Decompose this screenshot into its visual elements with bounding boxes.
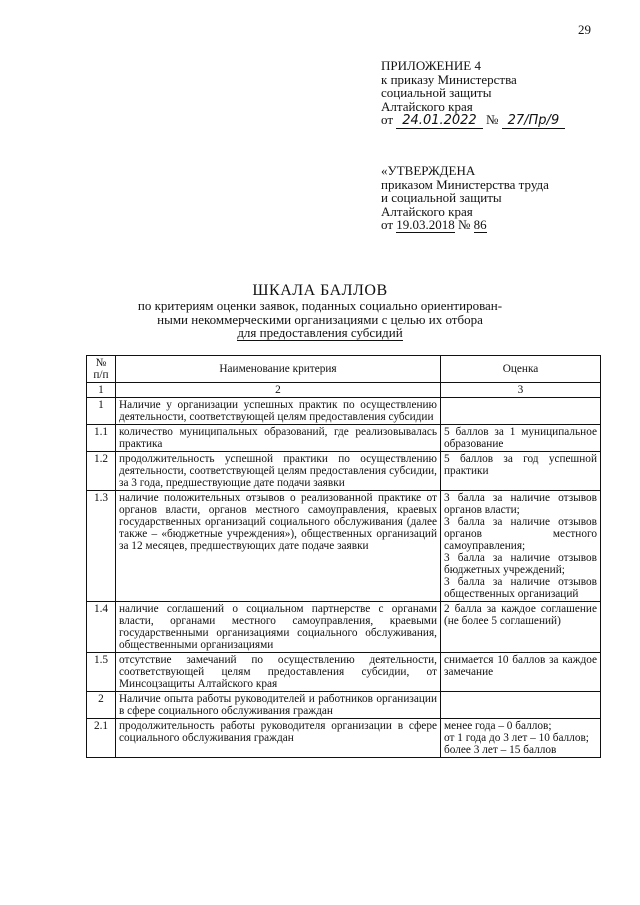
row-score: 3 балла за наличие отзывов органов власти; 3 балла за наличие отзывов органов местного самоуправления; 3 балла за наличие отзывов бюджетных учреждений; 3 балла за наличие отзывов общественных организаций bbox=[441, 491, 601, 602]
handwritten-number: 27/Пр/9 bbox=[502, 113, 566, 129]
table-row bbox=[87, 692, 601, 719]
row-num: 1 bbox=[87, 398, 116, 425]
table-row bbox=[87, 719, 601, 758]
table-row bbox=[87, 425, 601, 452]
number-prefix: № bbox=[485, 112, 499, 127]
approved-line: приказом Министерства труда bbox=[381, 176, 549, 192]
table-header-row bbox=[87, 356, 601, 383]
row-score: 5 баллов за год успешной практики bbox=[441, 452, 601, 491]
criteria-table bbox=[86, 355, 601, 758]
row-criterion: наличие соглашений о социальном партнерстве с органами власти, органами местного самоуправления, краевыми государственными организациями социального обслуживания, общественными организациями bbox=[116, 602, 441, 653]
row-criterion: Наличие у организации успешных практик по осуществлению деятельности, соответствующей целям предоставления субсидии bbox=[116, 398, 441, 425]
row-criterion: наличие положительных отзывов о реализованной практике от органов власти, органов местного самоуправления, краевых государственных организаций социального обслуживания (далее также – «бюджетные учреждения»), общественных организаций за 12 месяцев, предшествующих дате подаче заявки bbox=[116, 491, 441, 602]
table-index-row bbox=[87, 383, 601, 398]
table-row bbox=[87, 398, 601, 425]
document-subtitle: для предоставления субсидий bbox=[237, 325, 403, 340]
appendix-block bbox=[381, 59, 565, 128]
appendix-line: социальной защиты bbox=[381, 85, 492, 100]
number-prefix: № bbox=[458, 217, 471, 232]
row-criterion: отсутствие замечаний по осуществлению деятельности, соответствующей целям предоставления субсидии, от Минсоцзащиты Алтайского края bbox=[116, 653, 441, 692]
approved-number: 86 bbox=[473, 217, 487, 232]
row-num: 2.1 bbox=[87, 719, 116, 758]
approved-line: Алтайского края bbox=[381, 203, 473, 219]
index-cell: 1 bbox=[87, 383, 116, 398]
row-score bbox=[441, 692, 601, 719]
document-heading bbox=[80, 282, 560, 340]
date-prefix: от bbox=[381, 112, 394, 127]
table-row bbox=[87, 452, 601, 491]
row-num: 1.2 bbox=[87, 452, 116, 491]
table-row bbox=[87, 653, 601, 692]
document-title: ШКАЛА БАЛЛОВ bbox=[252, 282, 388, 299]
row-num: 1.5 bbox=[87, 653, 116, 692]
appendix-line: к приказу Министерства bbox=[381, 71, 517, 87]
row-criterion: Наличие опыта работы руководителей и работников организации в сфере социального обслуживания граждан bbox=[116, 692, 441, 719]
index-cell: 3 bbox=[441, 383, 601, 398]
date-prefix: от bbox=[381, 217, 394, 232]
row-num: 2 bbox=[87, 692, 116, 719]
row-score bbox=[441, 398, 601, 425]
document-subtitle: по критериям оценки заявок, поданных социально ориентирован- bbox=[137, 298, 503, 313]
approved-date: 19.03.2018 bbox=[396, 217, 455, 232]
handwritten-date: 24.01.2022 bbox=[396, 113, 482, 129]
approved-line: и социальной защиты bbox=[381, 190, 502, 205]
row-score: 2 балла за каждое соглашение (не более 5 соглашений) bbox=[441, 602, 601, 653]
appendix-line: Алтайского края bbox=[381, 98, 473, 114]
row-num: 1.1 bbox=[87, 425, 116, 452]
table-row bbox=[87, 491, 601, 602]
header-name: Наименование критерия bbox=[116, 356, 441, 383]
table-row bbox=[87, 602, 601, 653]
approved-block bbox=[381, 164, 549, 232]
row-criterion: продолжительность работы руководителя организации в сфере социального обслуживания граждан bbox=[116, 719, 441, 758]
row-criterion: количество муниципальных образований, где реализовывалась практика bbox=[116, 425, 441, 452]
row-score: менее года – 0 баллов; от 1 года до 3 лет – 10 баллов; более 3 лет – 15 баллов bbox=[441, 719, 601, 758]
header-num: № п/п bbox=[87, 356, 116, 383]
row-score: 5 баллов за 1 муниципальное образование bbox=[441, 425, 601, 452]
row-score: снимается 10 баллов за каждое замечание bbox=[441, 653, 601, 692]
row-num: 1.4 bbox=[87, 602, 116, 653]
approved-date-line bbox=[381, 218, 549, 232]
index-cell: 2 bbox=[116, 383, 441, 398]
header-score: Оценка bbox=[441, 356, 601, 383]
row-num: 1.3 bbox=[87, 491, 116, 602]
appendix-title: ПРИЛОЖЕНИЕ 4 bbox=[381, 58, 481, 73]
appendix-date-line bbox=[381, 113, 565, 128]
document-subtitle: ными некоммерческими организациями с целью их отбора bbox=[157, 311, 483, 327]
page-number: 29 bbox=[578, 22, 591, 37]
approved-title: «УТВЕРЖДЕНА bbox=[381, 163, 476, 178]
row-criterion: продолжительность успешной практики по осуществлению деятельности, соответствующей целям предоставления субсидии, за 3 года, предшествующие дате подачи заявки bbox=[116, 452, 441, 491]
